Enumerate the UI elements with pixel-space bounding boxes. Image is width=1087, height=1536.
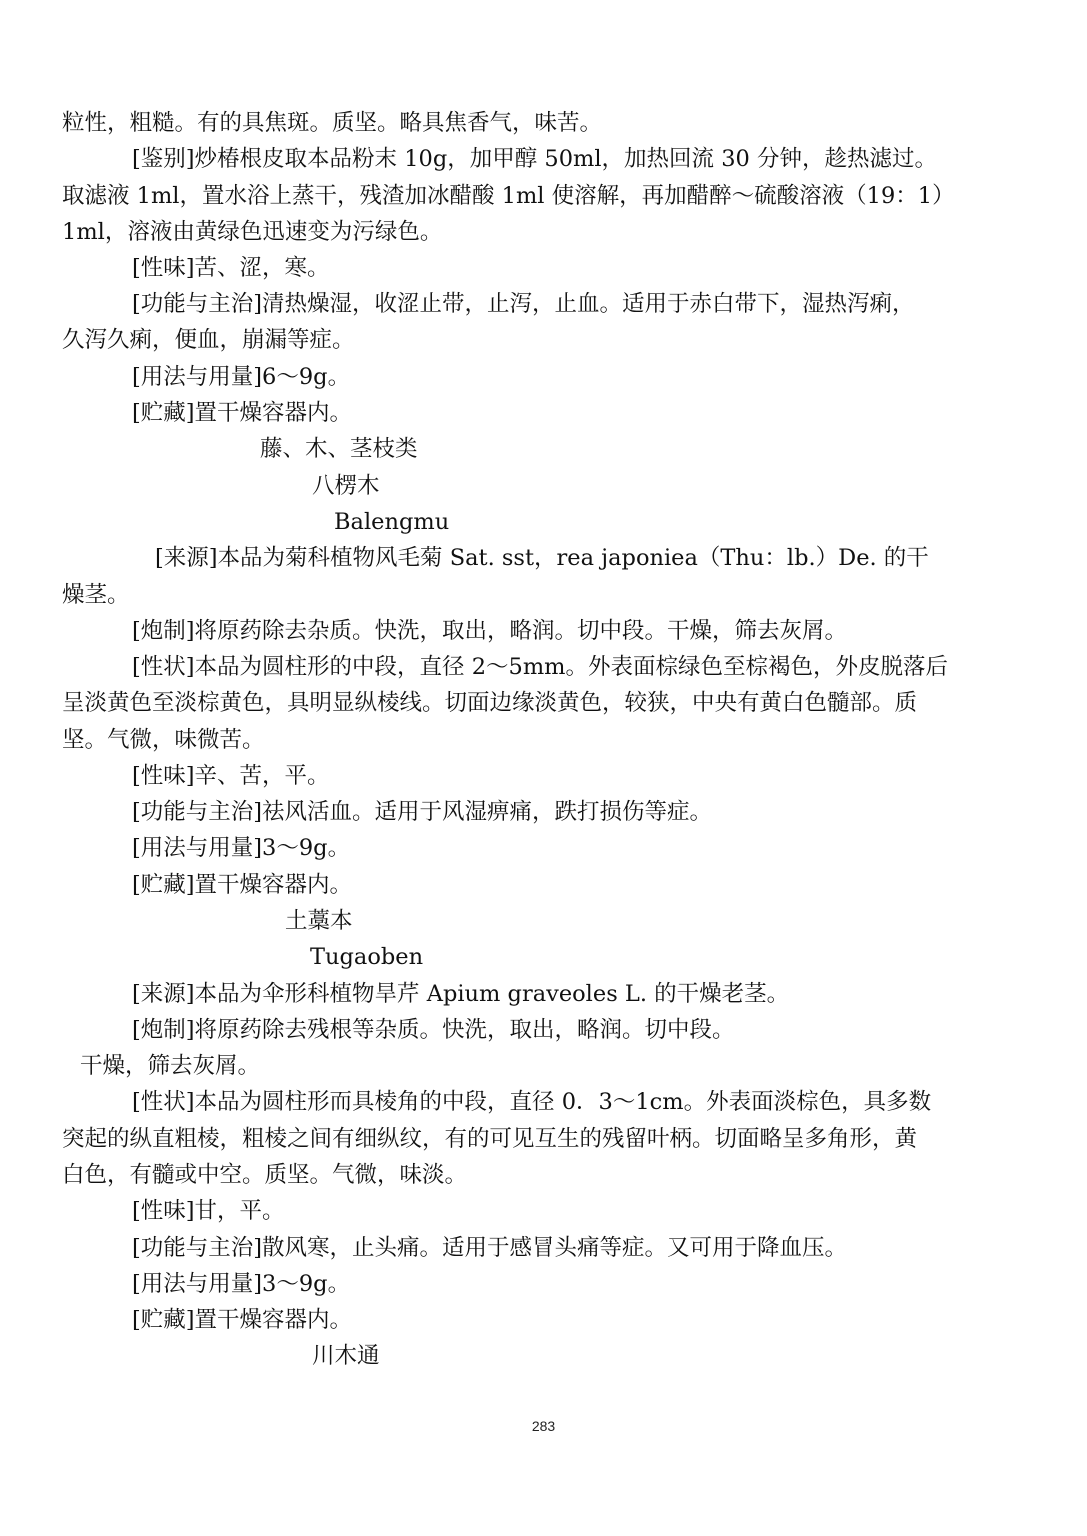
text-line: [炮制]将原药除去残根等杂质。快洗，取出，略润。切中段。 (132, 1017, 735, 1043)
text-line: [功能与主治]清热燥湿，收涩止带，止泻，止血。适用于赤白带下，湿热泻痢， (132, 291, 915, 317)
text-line: [来源]本品为菊科植物风毛菊 Sat. sst，rea japoniea（Thu：lb.）De. 的干 (155, 545, 929, 571)
text-line: [用法与用量]3～9g。 (132, 1271, 351, 1297)
text-line: [功能与主治]散风寒，止头痛。适用于感冒头痛等症。又可用于降血压。 (132, 1235, 848, 1261)
text-line: [性味]苦、涩，寒。 (132, 255, 330, 281)
entry-pinyin: Tugaoben (310, 944, 424, 970)
text-line: 坚。气微，味微苦。 (62, 727, 265, 753)
text-line: [用法与用量]3～9g。 (132, 835, 351, 861)
text-line: 呈淡黄色至淡棕黄色，具明显纵棱线。切面边缘淡黄色，较狭，中央有黄白色髓部。质 (62, 690, 918, 716)
text-line: [贮藏]置干燥容器内。 (132, 872, 353, 898)
text-line: [鉴别]炒椿根皮取本品粉末 10g，加甲醇 50ml，加热回流 30 分钟，趁热滤过。 (132, 146, 937, 172)
entry-pinyin: Balengmu (334, 509, 450, 535)
text-line: 燥茎。 (62, 582, 130, 608)
text-line: 突起的纵直粗棱，粗棱之间有细纵纹，有的可见互生的残留叶柄。切面略呈多角形，黄 (62, 1126, 918, 1152)
text-line: [性状]本品为圆柱形的中段，直径 2～5mm。外表面棕绿色至棕褐色，外皮脱落后 (132, 654, 949, 680)
entry-title: 八楞木 (312, 473, 380, 499)
text-line: [性味]甘，平。 (132, 1198, 285, 1224)
text-line: 久泻久痢，便血，崩漏等症。 (62, 327, 355, 353)
text-line: [功能与主治]祛风活血。适用于风湿痹痛，跌打损伤等症。 (132, 799, 713, 825)
text-line: [用法与用量]6～9g。 (132, 364, 351, 390)
text-line: 粒性，粗糙。有的具焦斑。质坚。略具焦香气，味苦。 (62, 110, 603, 136)
text-line: [性状]本品为圆柱形而具棱角的中段，直径 0．3～1cm。外表面淡棕色，具多数 (132, 1089, 932, 1115)
text-line: [贮藏]置干燥容器内。 (132, 400, 353, 426)
text-line: 白色，有髓或中空。质坚。气微，味淡。 (62, 1162, 468, 1188)
entry-title: 川木通 (312, 1343, 380, 1369)
text-line: [来源]本品为伞形科植物旱芹 Apium graveoles L. 的干燥老茎。 (132, 981, 790, 1007)
text-line: 取滤液 1ml，置水浴上蒸干，残渣加冰醋酸 1ml 使溶解，再加醋醉～硫酸溶液（19：1） (62, 183, 955, 209)
text-line: 干燥，筛去灰屑。 (80, 1053, 261, 1079)
text-line: [炮制]将原药除去杂质。快洗，取出，略润。切中段。干燥，筛去灰屑。 (132, 618, 848, 644)
text-line: [贮藏]置干燥容器内。 (132, 1307, 353, 1333)
text-line: 1ml，溶液由黄绿色迅速变为污绿色。 (62, 219, 443, 245)
entry-title: 土藁本 (285, 908, 353, 934)
section-heading: 藤、木、茎枝类 (260, 436, 418, 462)
page-number: 283 (531, 1418, 556, 1434)
text-line: [性味]辛、苦，平。 (132, 763, 330, 789)
